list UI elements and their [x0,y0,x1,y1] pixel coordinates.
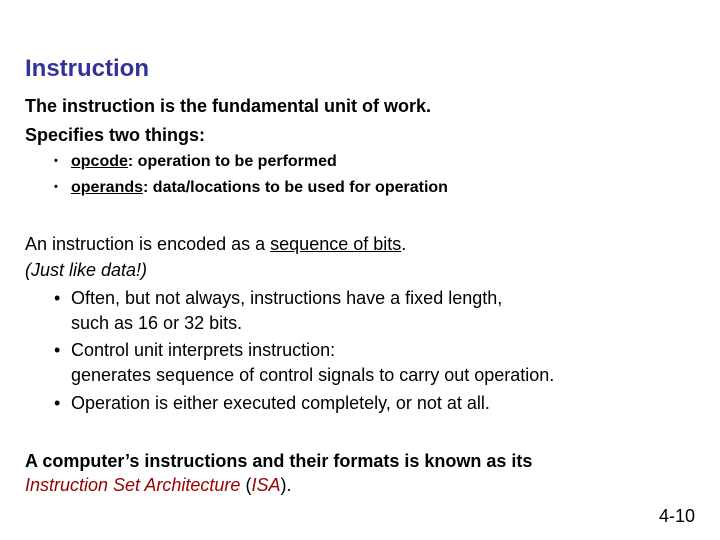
page-number: 4-10 [658,506,695,526]
isa-term: Instruction Set Architecture [25,475,241,495]
bullet-control-unit-cont: generates sequence of control signals to carry out operation. [71,365,555,385]
bullet-icon: • [54,155,58,167]
intro-line-1: The instruction is the fundamental unit of work. [25,96,432,116]
list-item-opcode [54,151,337,172]
isa-line-1: A computer’s instructions and their formats is known as its [25,451,533,471]
encoding-prefix: An instruction is encoded as a [25,234,271,254]
isa-abbr: ISA [251,475,281,495]
bullet-icon: • [54,393,61,413]
bullet-fixed-length-cont: such as 16 or 32 bits. [71,313,243,333]
bullet-icon: • [54,181,58,193]
bullet-fixed-length: • Often, but not always, instructions have a fixed length, [54,288,503,308]
opcode-term: opcode [71,153,128,170]
operands-desc: : data/locations to be used for operation [143,179,448,196]
isa-line-2: Instruction Set Architecture (ISA). [25,475,292,495]
encoding-suffix: . [401,234,407,254]
bullet-icon: • [54,288,61,308]
slide-title: Instruction [25,55,149,82]
list-item-operands [54,177,448,198]
encoding-line [25,233,406,255]
intro-line-2: Specifies two things: [25,125,206,145]
bullet-operation: • Operation is either executed completely, or not at all. [54,393,490,413]
sequence-of-bits-term: sequence of bits [270,234,402,254]
operands-term: operands [71,179,144,196]
encoding-aside: (Just like data!) [25,260,148,280]
opcode-desc: : operation to be performed [127,153,337,170]
bullet-control-unit: • Control unit interprets instruction: [54,340,336,360]
bullet-icon: • [54,340,61,360]
